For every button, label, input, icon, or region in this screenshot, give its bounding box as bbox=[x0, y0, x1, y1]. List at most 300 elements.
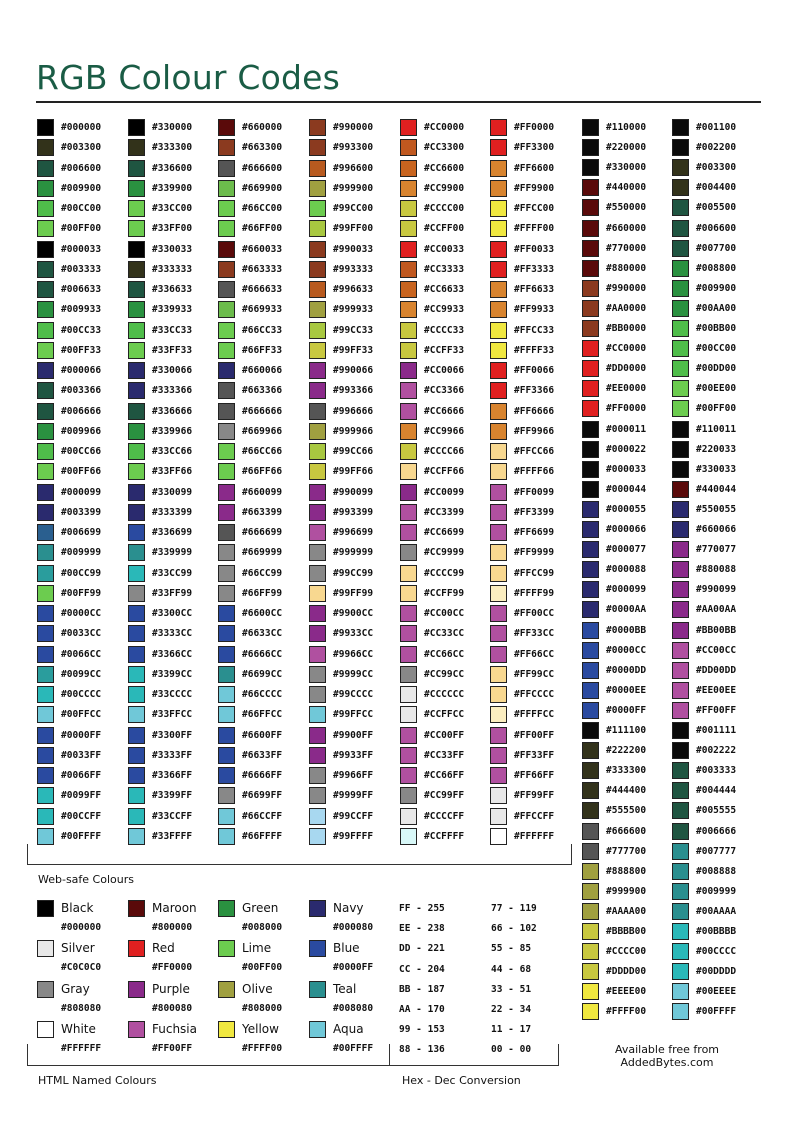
colour-code: #336666 bbox=[152, 405, 193, 417]
colour-code: #66CC66 bbox=[242, 446, 283, 457]
colour-swatch bbox=[37, 261, 54, 278]
colour-code: #CC0000 bbox=[606, 343, 647, 355]
colour-swatch bbox=[582, 220, 599, 237]
colour-code: #666600 bbox=[606, 825, 647, 837]
colour-code: #009999 bbox=[696, 885, 737, 897]
colour-code: #99CC00 bbox=[333, 203, 374, 214]
colour-code: #993300 bbox=[333, 142, 374, 154]
conversion-entry: 00 - 00 bbox=[491, 1044, 532, 1056]
colour-swatch bbox=[37, 301, 54, 318]
colour-swatch bbox=[400, 666, 417, 683]
colour-swatch bbox=[672, 762, 689, 779]
conversion-entry: 55 - 85 bbox=[491, 943, 532, 955]
colour-code: #6633CC bbox=[242, 628, 283, 640]
colour-swatch bbox=[490, 727, 507, 744]
colour-code: #006699 bbox=[61, 527, 102, 538]
colour-swatch bbox=[672, 521, 689, 538]
colour-code: #FF0033 bbox=[514, 243, 555, 255]
colour-swatch bbox=[37, 767, 54, 784]
colour-swatch bbox=[582, 782, 599, 799]
colour-code: #440044 bbox=[696, 483, 737, 495]
colour-swatch bbox=[128, 382, 145, 399]
colour-code: #33FF33 bbox=[152, 344, 193, 356]
colour-code: #CC99CC bbox=[424, 668, 465, 680]
colour-swatch bbox=[672, 320, 689, 337]
named-colour-swatch bbox=[128, 981, 145, 998]
named-colour-hex: #000000 bbox=[61, 922, 102, 933]
colour-swatch bbox=[672, 461, 689, 478]
colour-swatch bbox=[128, 646, 145, 663]
colour-swatch bbox=[218, 504, 235, 521]
colour-code: #000077 bbox=[606, 544, 647, 556]
colour-code: #33CC33 bbox=[152, 324, 193, 336]
colour-code: #002222 bbox=[696, 745, 737, 757]
colour-code: #99FF66 bbox=[333, 466, 374, 478]
colour-swatch bbox=[672, 561, 689, 578]
colour-swatch bbox=[400, 646, 417, 663]
colour-swatch bbox=[672, 782, 689, 799]
colour-code: #00DDDD bbox=[696, 966, 737, 978]
colour-swatch bbox=[672, 823, 689, 840]
named-colour-name: Purple bbox=[152, 981, 190, 996]
colour-code: #00AA00 bbox=[696, 302, 737, 314]
conversion-bracket-left bbox=[389, 1044, 390, 1066]
colour-swatch bbox=[400, 362, 417, 379]
colour-swatch bbox=[128, 362, 145, 379]
colour-swatch bbox=[400, 180, 417, 197]
colour-swatch bbox=[400, 727, 417, 744]
colour-code: #669933 bbox=[242, 304, 283, 316]
colour-swatch bbox=[128, 160, 145, 177]
colour-code: #666633 bbox=[242, 284, 283, 295]
colour-code: #005555 bbox=[696, 805, 737, 817]
colour-swatch bbox=[400, 767, 417, 784]
colour-code: #FF33CC bbox=[514, 628, 555, 640]
colour-code: #000066 bbox=[606, 524, 647, 535]
colour-code: #999999 bbox=[333, 547, 374, 559]
colour-swatch bbox=[582, 843, 599, 860]
colour-code: #663300 bbox=[242, 142, 283, 154]
named-colour-hex: #000080 bbox=[333, 922, 374, 933]
colour-code: #999966 bbox=[333, 425, 374, 437]
colour-swatch bbox=[128, 747, 145, 764]
colour-swatch bbox=[582, 300, 599, 317]
colour-code: #000099 bbox=[606, 584, 647, 596]
colour-swatch bbox=[672, 481, 689, 498]
colour-swatch bbox=[672, 581, 689, 598]
colour-swatch bbox=[490, 180, 507, 197]
colour-swatch bbox=[582, 642, 599, 659]
colour-code: #669966 bbox=[242, 425, 283, 437]
colour-swatch bbox=[37, 686, 54, 703]
colour-code: #00CCFF bbox=[61, 810, 102, 822]
colour-swatch bbox=[582, 441, 599, 458]
colour-code: #999933 bbox=[333, 304, 374, 316]
colour-swatch bbox=[582, 541, 599, 558]
colour-code: #CC00CC bbox=[424, 608, 465, 619]
colour-code: #EE00EE bbox=[696, 684, 737, 696]
colour-code: #CCFFFF bbox=[424, 830, 465, 842]
colour-swatch bbox=[309, 767, 326, 784]
colour-swatch bbox=[309, 666, 326, 683]
colour-code: #220000 bbox=[606, 142, 647, 154]
colour-code: #33CC66 bbox=[152, 446, 193, 457]
colour-code: #6666CC bbox=[242, 648, 283, 660]
named-colour-hex: #008080 bbox=[333, 1002, 374, 1014]
colour-swatch bbox=[37, 484, 54, 501]
colour-code: #FF33FF bbox=[514, 749, 555, 761]
colour-swatch bbox=[37, 160, 54, 177]
colour-swatch bbox=[128, 281, 145, 298]
colour-swatch bbox=[309, 706, 326, 723]
conversion-entry: FF - 255 bbox=[399, 903, 445, 914]
colour-swatch bbox=[672, 400, 689, 417]
named-colour-name: Blue bbox=[333, 941, 360, 956]
colour-swatch bbox=[128, 443, 145, 460]
colour-code: #EE0000 bbox=[606, 383, 647, 395]
colour-code: #000011 bbox=[606, 423, 647, 435]
colour-code: #FFFF66 bbox=[514, 466, 555, 478]
colour-swatch bbox=[37, 463, 54, 480]
named-bracket-left bbox=[27, 1044, 28, 1066]
named-colour-swatch bbox=[218, 940, 235, 957]
colour-swatch bbox=[490, 403, 507, 420]
colour-code: #003333 bbox=[696, 765, 737, 777]
conversion-entry: EE - 238 bbox=[399, 923, 445, 935]
colour-swatch bbox=[672, 139, 689, 156]
colour-code: #330033 bbox=[152, 243, 193, 255]
colour-swatch bbox=[582, 863, 599, 880]
colour-swatch bbox=[672, 199, 689, 216]
colour-code: #339999 bbox=[152, 547, 193, 559]
colour-swatch bbox=[128, 544, 145, 561]
colour-code: #003300 bbox=[61, 142, 102, 154]
colour-code: #880088 bbox=[696, 564, 737, 576]
colour-swatch bbox=[582, 561, 599, 578]
colour-swatch bbox=[582, 742, 599, 759]
colour-code: #990033 bbox=[333, 243, 374, 255]
colour-swatch bbox=[672, 903, 689, 920]
colour-code: #330000 bbox=[606, 162, 647, 174]
named-colour-name: Lime bbox=[242, 941, 272, 956]
named-colour-swatch bbox=[128, 900, 145, 917]
named-colour-name: Navy bbox=[333, 901, 364, 915]
colour-code: #660000 bbox=[242, 122, 283, 133]
colour-code: #9900FF bbox=[333, 729, 374, 741]
colour-code: #33CCCC bbox=[152, 689, 193, 700]
colour-code: #CC00FF bbox=[424, 729, 465, 741]
colour-code: #336699 bbox=[152, 527, 193, 538]
named-colour-hex: #FF0000 bbox=[152, 962, 193, 974]
named-colour-hex: #C0C0C0 bbox=[61, 962, 102, 974]
colour-code: #663399 bbox=[242, 506, 283, 518]
colour-swatch bbox=[309, 605, 326, 622]
colour-swatch bbox=[582, 119, 599, 136]
colour-code: #6666FF bbox=[242, 770, 283, 781]
colour-swatch bbox=[672, 702, 689, 719]
named-label: HTML Named Colours bbox=[38, 1074, 157, 1087]
colour-code: #BB0000 bbox=[606, 323, 647, 334]
named-colour-name: Fuchsia bbox=[152, 1021, 197, 1036]
colour-code: #33FFFF bbox=[152, 830, 193, 842]
colour-code: #0000FF bbox=[61, 729, 102, 741]
named-colour-name: Black bbox=[61, 901, 94, 915]
colour-swatch bbox=[218, 463, 235, 480]
colour-code: #110011 bbox=[696, 423, 737, 435]
colour-code: #CC3333 bbox=[424, 263, 465, 275]
colour-swatch bbox=[582, 943, 599, 960]
colour-swatch bbox=[128, 706, 145, 723]
colour-code: #CC3399 bbox=[424, 506, 465, 518]
colour-code: #99FFCC bbox=[333, 709, 374, 721]
colour-code: #FF3399 bbox=[514, 506, 555, 518]
colour-code: #CC00CC bbox=[696, 644, 737, 656]
colour-swatch bbox=[400, 241, 417, 258]
colour-code: #00EE00 bbox=[696, 383, 737, 395]
colour-code: #001100 bbox=[696, 122, 737, 133]
colour-swatch bbox=[218, 666, 235, 683]
colour-code: #550055 bbox=[696, 503, 737, 515]
colour-code: #99CCCC bbox=[333, 689, 374, 700]
colour-swatch bbox=[218, 180, 235, 197]
colour-code: #009900 bbox=[61, 182, 102, 194]
colour-code: #003399 bbox=[61, 506, 102, 518]
colour-code: #777700 bbox=[606, 845, 647, 857]
colour-code: #AA00AA bbox=[696, 604, 737, 616]
colour-swatch bbox=[400, 544, 417, 561]
colour-code: #00EEEE bbox=[696, 986, 737, 998]
colour-swatch bbox=[582, 682, 599, 699]
colour-swatch bbox=[672, 943, 689, 960]
conversion-entry: 66 - 102 bbox=[491, 923, 537, 935]
colour-swatch bbox=[128, 565, 145, 582]
colour-code: #006666 bbox=[696, 825, 737, 837]
colour-code: #00CC00 bbox=[696, 343, 737, 355]
colour-code: #FFFF00 bbox=[514, 223, 555, 235]
colour-swatch bbox=[672, 220, 689, 237]
colour-swatch bbox=[490, 322, 507, 339]
colour-swatch bbox=[218, 200, 235, 217]
colour-swatch bbox=[582, 923, 599, 940]
colour-code: #FFFF33 bbox=[514, 344, 555, 356]
named-colour-name: Olive bbox=[242, 981, 273, 996]
colour-code: #EEEE00 bbox=[606, 986, 647, 998]
colour-swatch bbox=[582, 983, 599, 1000]
colour-code: #66CCCC bbox=[242, 689, 283, 700]
named-colour-hex: #FFFFFF bbox=[61, 1042, 102, 1054]
colour-swatch bbox=[37, 524, 54, 541]
colour-swatch bbox=[37, 139, 54, 156]
colour-code: #FF3300 bbox=[514, 142, 555, 154]
colour-code: #990000 bbox=[333, 122, 374, 133]
colour-code: #66FF66 bbox=[242, 466, 283, 478]
colour-code: #FF6699 bbox=[514, 527, 555, 538]
colour-code: #FFFFCC bbox=[514, 709, 555, 721]
named-colour-swatch bbox=[309, 940, 326, 957]
colour-code: #666600 bbox=[242, 162, 283, 174]
colour-swatch bbox=[400, 139, 417, 156]
colour-code: #6699CC bbox=[242, 668, 283, 680]
conversion-entry: AA - 170 bbox=[399, 1004, 445, 1015]
colour-code: #00BBBB bbox=[696, 926, 737, 937]
colour-swatch bbox=[672, 541, 689, 558]
colour-code: #444400 bbox=[606, 785, 647, 797]
colour-swatch bbox=[128, 808, 145, 825]
conversion-entry: 44 - 68 bbox=[491, 963, 532, 975]
colour-swatch bbox=[128, 119, 145, 136]
colour-code: #CCFF99 bbox=[424, 587, 465, 599]
colour-swatch bbox=[400, 747, 417, 764]
conversion-label: Hex - Dec Conversion bbox=[402, 1074, 521, 1087]
colour-swatch bbox=[128, 180, 145, 197]
named-colour-swatch bbox=[309, 900, 326, 917]
colour-swatch bbox=[582, 139, 599, 156]
colour-code: #0000AA bbox=[606, 604, 647, 616]
colour-swatch bbox=[128, 767, 145, 784]
colour-code: #CC9999 bbox=[424, 547, 465, 559]
colour-code: #33FF00 bbox=[152, 223, 193, 235]
colour-swatch bbox=[37, 423, 54, 440]
named-colour-hex: #808000 bbox=[242, 1002, 283, 1014]
websafe-bracket-left bbox=[27, 844, 28, 865]
colour-code: #FF00FF bbox=[514, 729, 555, 741]
colour-swatch bbox=[490, 443, 507, 460]
colour-swatch bbox=[672, 963, 689, 980]
colour-code: #660066 bbox=[696, 524, 737, 535]
colour-swatch bbox=[128, 524, 145, 541]
websafe-label: Web-safe Colours bbox=[38, 873, 134, 886]
colour-code: #33FFCC bbox=[152, 709, 193, 721]
colour-code: #0033CC bbox=[61, 628, 102, 640]
colour-swatch bbox=[128, 828, 145, 845]
colour-code: #00FFFF bbox=[696, 1006, 737, 1018]
named-colour-hex: #800000 bbox=[152, 922, 193, 933]
named-colour-hex: #008000 bbox=[242, 922, 283, 933]
colour-code: #000099 bbox=[61, 486, 102, 498]
colour-swatch bbox=[309, 686, 326, 703]
colour-code: #990066 bbox=[333, 365, 374, 376]
colour-swatch bbox=[400, 706, 417, 723]
colour-code: #000088 bbox=[606, 564, 647, 576]
colour-swatch bbox=[672, 1003, 689, 1020]
colour-code: #9900CC bbox=[333, 608, 374, 619]
colour-swatch bbox=[309, 220, 326, 237]
colour-code: #00DD00 bbox=[696, 363, 737, 375]
conversion-entry: 22 - 34 bbox=[491, 1004, 532, 1015]
colour-swatch bbox=[400, 423, 417, 440]
colour-code: #CCCC66 bbox=[424, 446, 465, 457]
colour-swatch bbox=[490, 119, 507, 136]
available-free-line2: AddedBytes.com bbox=[620, 1056, 714, 1069]
colour-code: #00FF33 bbox=[61, 344, 102, 356]
colour-swatch bbox=[400, 686, 417, 703]
colour-code: #660000 bbox=[606, 222, 647, 234]
colour-code: #993333 bbox=[333, 263, 374, 275]
colour-swatch bbox=[37, 220, 54, 237]
colour-code: #FFFFFF bbox=[514, 830, 555, 842]
colour-swatch bbox=[128, 787, 145, 804]
colour-code: #666699 bbox=[242, 527, 283, 538]
named-colour-swatch bbox=[218, 900, 235, 917]
colour-swatch bbox=[218, 727, 235, 744]
colour-code: #111100 bbox=[606, 725, 647, 736]
colour-swatch bbox=[37, 565, 54, 582]
colour-swatch bbox=[490, 200, 507, 217]
colour-swatch bbox=[490, 706, 507, 723]
colour-swatch bbox=[128, 200, 145, 217]
colour-code: #6600FF bbox=[242, 729, 283, 741]
named-colour-swatch bbox=[128, 1021, 145, 1038]
colour-swatch bbox=[582, 501, 599, 518]
conversion-entry: 11 - 17 bbox=[491, 1024, 532, 1036]
colour-code: #66CC99 bbox=[242, 567, 283, 579]
colour-code: #663366 bbox=[242, 385, 283, 397]
colour-code: #669900 bbox=[242, 182, 283, 194]
colour-swatch bbox=[672, 260, 689, 277]
colour-swatch bbox=[672, 119, 689, 136]
colour-swatch bbox=[128, 301, 145, 318]
colour-swatch bbox=[490, 220, 507, 237]
colour-swatch bbox=[672, 863, 689, 880]
colour-code: #99FF99 bbox=[333, 587, 374, 599]
colour-code: #CC9966 bbox=[424, 425, 465, 437]
colour-code: #007777 bbox=[696, 845, 737, 857]
colour-code: #99CCFF bbox=[333, 810, 374, 822]
colour-swatch bbox=[37, 504, 54, 521]
colour-code: #000044 bbox=[606, 483, 647, 495]
colour-code: #CC0000 bbox=[424, 122, 465, 133]
colour-code: #993366 bbox=[333, 385, 374, 397]
colour-swatch bbox=[218, 767, 235, 784]
colour-swatch bbox=[400, 281, 417, 298]
colour-swatch bbox=[309, 322, 326, 339]
colour-code: #DD00DD bbox=[696, 664, 737, 676]
colour-swatch bbox=[582, 380, 599, 397]
colour-swatch bbox=[37, 666, 54, 683]
colour-code: #3366FF bbox=[152, 770, 193, 781]
colour-code: #0000DD bbox=[606, 664, 647, 676]
colour-swatch bbox=[218, 362, 235, 379]
colour-swatch bbox=[490, 362, 507, 379]
colour-code: #0000EE bbox=[606, 684, 647, 696]
colour-swatch bbox=[37, 727, 54, 744]
colour-code: #3399FF bbox=[152, 790, 193, 802]
colour-swatch bbox=[218, 706, 235, 723]
colour-swatch bbox=[37, 808, 54, 825]
colour-swatch bbox=[309, 585, 326, 602]
colour-code: #00FF66 bbox=[61, 466, 102, 478]
colour-swatch bbox=[400, 484, 417, 501]
colour-code: #FFCCCC bbox=[514, 689, 555, 700]
colour-swatch bbox=[582, 280, 599, 297]
colour-code: #BBBB00 bbox=[606, 926, 647, 937]
colour-code: #996633 bbox=[333, 284, 374, 295]
colour-swatch bbox=[582, 883, 599, 900]
colour-code: #FF6600 bbox=[514, 162, 555, 174]
colour-code: #FF9966 bbox=[514, 425, 555, 437]
colour-swatch bbox=[309, 787, 326, 804]
named-colour-swatch bbox=[309, 981, 326, 998]
colour-swatch bbox=[490, 646, 507, 663]
colour-code: #000066 bbox=[61, 365, 102, 376]
named-colour-name: Aqua bbox=[333, 1021, 364, 1036]
colour-swatch bbox=[672, 360, 689, 377]
named-colour-name: Maroon bbox=[152, 901, 197, 915]
colour-code: #FF6666 bbox=[514, 405, 555, 417]
colour-swatch bbox=[400, 220, 417, 237]
colour-swatch bbox=[309, 160, 326, 177]
colour-code: #009933 bbox=[61, 304, 102, 316]
